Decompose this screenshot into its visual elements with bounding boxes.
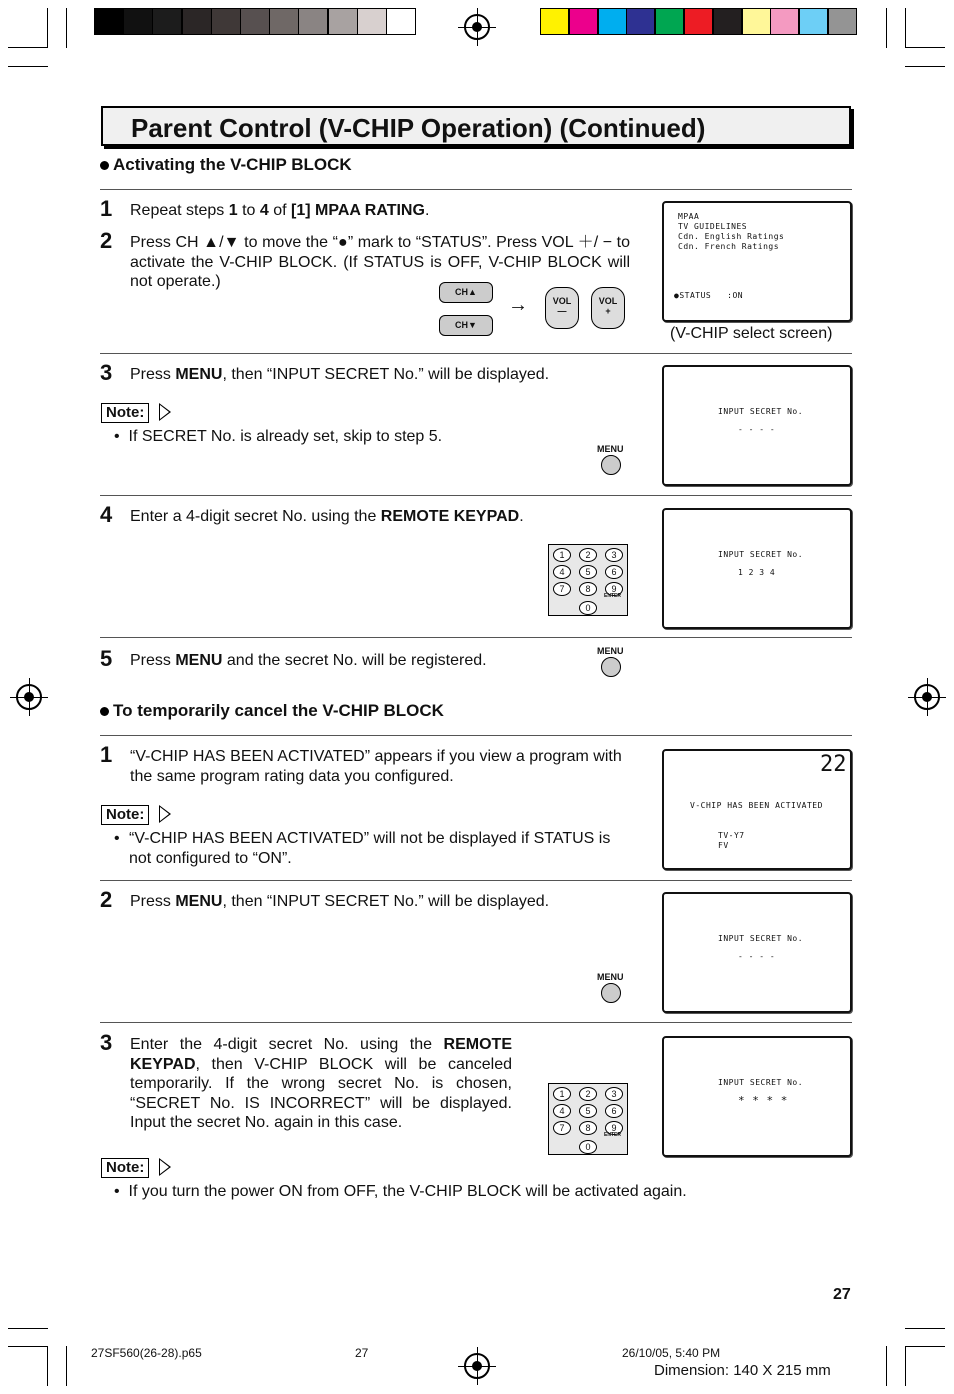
- screen-line: FV: [718, 841, 729, 850]
- crop-mark: [8, 1346, 48, 1347]
- keypad-key-2: 2: [579, 1087, 597, 1101]
- color-swatch: [684, 8, 713, 35]
- tv-screen-input-secret: [662, 365, 852, 486]
- keypad-key-4: 4: [553, 1104, 571, 1118]
- divider: [100, 495, 852, 496]
- step-3-text: Press MENU, then “INPUT SECRET No.” will be displayed.: [130, 366, 550, 383]
- footer-file: 27SF560(26-28).p65: [91, 1346, 202, 1360]
- keypad-key-0: 0: [579, 601, 597, 615]
- crop-mark: [905, 1346, 906, 1386]
- menu-label: MENU: [597, 972, 624, 982]
- gray-swatch: [211, 8, 241, 35]
- keypad-key-7: 7: [553, 582, 571, 596]
- gray-swatch: [298, 8, 328, 35]
- ch-down-button: CH▼: [439, 315, 493, 336]
- ch-up-button: CH▲: [439, 282, 493, 303]
- screen-line: INPUT SECRET No.: [718, 1078, 804, 1087]
- step-5-text: Press MENU and the secret No. will be registered.: [130, 652, 487, 669]
- screen-line: INPUT SECRET No.: [718, 934, 804, 943]
- arrow-right-icon: →: [508, 294, 528, 316]
- step-number: 5: [100, 646, 113, 671]
- bullet-icon: [100, 707, 109, 716]
- note-text: • If SECRET No. is already set, skip to step 5.: [114, 428, 443, 445]
- footer-page: 27: [355, 1346, 369, 1360]
- crop-mark: [905, 8, 906, 48]
- crop-mark: [905, 66, 945, 67]
- crop-mark: [47, 8, 48, 48]
- keypad-key-1: 1: [553, 1087, 571, 1101]
- keypad-key-4: 4: [553, 565, 571, 579]
- page-title: Parent Control (V-CHIP Operation) (Continued): [131, 113, 706, 143]
- keypad-key-9: 9: [605, 582, 623, 596]
- color-swatch: [569, 8, 598, 35]
- cancel-step-1-text: “V-CHIP HAS BEEN ACTIVATED” appears if you view a program with the same program rating data you configured.: [130, 748, 622, 785]
- cancel-step-3-text: Enter the 4-digit secret No. using the REMOTE KEYPAD, then V-CHIP BLOCK will be canceled temporarily. If the wrong secret No. is chosen, “SECRET No. IS INCORRECT” will be displayed. Input the secret No. again in this case.: [130, 1036, 512, 1131]
- keypad-key-1: 1: [553, 548, 571, 562]
- step-number: 2: [100, 887, 113, 912]
- crop-mark: [886, 8, 887, 48]
- keypad-key-5: 5: [579, 1104, 597, 1118]
- screen-line: TV-Y7: [718, 831, 745, 840]
- crop-mark: [66, 8, 67, 48]
- menu-label: MENU: [597, 444, 624, 454]
- color-swatch: [540, 8, 569, 35]
- crop-mark: [905, 1346, 945, 1347]
- color-swatch: [799, 8, 828, 35]
- gray-swatch: [152, 8, 182, 35]
- step-4-text: Enter a 4-digit secret No. using the REMOTE KEYPAD.: [130, 508, 524, 525]
- crop-mark: [8, 66, 48, 67]
- vol-minus-button: VOL —: [545, 287, 579, 329]
- keypad-key-6: 6: [605, 565, 623, 579]
- menu-button-icon: [601, 983, 621, 1003]
- screen-line: INPUT SECRET No.: [718, 550, 804, 559]
- keypad-key-8: 8: [579, 582, 597, 596]
- color-swatch: [655, 8, 684, 35]
- channel-number: 22: [820, 752, 847, 777]
- keypad-key-3: 3: [605, 548, 623, 562]
- page-number: 27: [833, 1286, 851, 1303]
- note-label: Note:: [101, 805, 149, 825]
- menu-button-icon: [601, 455, 621, 475]
- color-swatch: [713, 8, 742, 35]
- tv-screen-vchip-activated: [662, 749, 852, 870]
- screen-line: INPUT SECRET No.: [718, 407, 804, 416]
- crop-mark: [8, 1328, 48, 1329]
- step-1-text: Repeat steps 1 to 4 of [1] MPAA RATING.: [130, 202, 430, 219]
- tv-screen-input-secret-entered: [662, 508, 852, 629]
- gray-swatch: [386, 8, 416, 35]
- footer-date: 26/10/05, 5:40 PM: [622, 1346, 721, 1360]
- note-arrow-icon: [159, 403, 171, 421]
- keypad-key-7: 7: [553, 1121, 571, 1135]
- divider: [100, 1022, 852, 1023]
- crop-mark: [905, 47, 945, 48]
- registration-mark-icon: [16, 684, 42, 710]
- menu-label: MENU: [597, 646, 624, 656]
- screen-line: V-CHIP HAS BEEN ACTIVATED: [690, 801, 823, 810]
- step-number: 2: [100, 228, 113, 253]
- gray-swatch: [357, 8, 387, 35]
- gray-swatch: [328, 8, 358, 35]
- keypad-key-5: 5: [579, 565, 597, 579]
- step-2-text: Press CH ▲/▼ to move the “●” mark to “STATUS”. Press VOL ＋/ − to activate the V-CHIP BLOCK. (If STATUS is OFF, V-CHIP BLOCK will not operate.): [130, 234, 630, 290]
- screen-line: 1 2 3 4: [738, 568, 776, 577]
- keypad-key-2: 2: [579, 548, 597, 562]
- step-number: 3: [100, 1030, 113, 1055]
- step-number: 4: [100, 502, 113, 527]
- note-arrow-icon: [159, 1158, 171, 1176]
- registration-mark-icon: [464, 14, 490, 40]
- note-arrow-icon: [159, 805, 171, 823]
- screen-line: * * * *: [738, 1094, 788, 1107]
- keypad-key-6: 6: [605, 1104, 623, 1118]
- note-text: • “V-CHIP HAS BEEN ACTIVATED” will not be displayed if STATUS is not configured to “ON”.: [114, 830, 611, 867]
- registration-mark-icon: [464, 1353, 490, 1379]
- remote-keypad-icon: [548, 544, 628, 616]
- divider: [100, 880, 852, 881]
- page-title-box: [101, 106, 851, 146]
- crop-mark: [66, 1346, 67, 1386]
- gray-swatch: [182, 8, 212, 35]
- gray-swatch: [94, 8, 124, 35]
- color-swatch: [626, 8, 655, 35]
- vol-plus-button: VOL +: [591, 287, 625, 329]
- divider: [100, 637, 852, 638]
- section-heading-activate: Activating the V-CHIP BLOCK: [100, 155, 352, 175]
- divider: [100, 189, 852, 190]
- note-label: Note:: [101, 403, 149, 423]
- gray-swatch: [269, 8, 299, 35]
- crop-mark: [905, 1328, 945, 1329]
- crop-mark: [886, 1346, 887, 1386]
- screen-line: - - - -: [738, 952, 776, 961]
- footer-dimension: Dimension: 140 X 215 mm: [654, 1362, 831, 1379]
- keypad-key-3: 3: [605, 1087, 623, 1101]
- step-number: 1: [100, 742, 113, 767]
- gray-swatch: [240, 8, 270, 35]
- tv-screen-input-secret-masked: [662, 1036, 852, 1157]
- cancel-step-2-text: Press MENU, then “INPUT SECRET No.” will be displayed.: [130, 893, 550, 910]
- screen-menu-list: MPAA TV GUIDELINES Cdn. English Ratings Cdn. French Ratings: [678, 212, 785, 251]
- divider: [100, 353, 852, 354]
- registration-mark-icon: [914, 684, 940, 710]
- tv-screen-vchip-select: [662, 201, 852, 322]
- divider: [100, 735, 852, 736]
- color-swatch: [770, 8, 799, 35]
- step-number: 1: [100, 196, 113, 221]
- keypad-enter-label: ENTER: [604, 1132, 621, 1138]
- remote-keypad-icon: [548, 1083, 628, 1155]
- note-label: Note:: [101, 1158, 149, 1178]
- keypad-key-0: 0: [579, 1140, 597, 1154]
- keypad-key-8: 8: [579, 1121, 597, 1135]
- color-swatch: [828, 8, 857, 35]
- keypad-key-9: 9: [605, 1121, 623, 1135]
- note-text: • If you turn the power ON from OFF, the V-CHIP BLOCK will be activated again.: [114, 1183, 687, 1200]
- step-number: 3: [100, 360, 113, 385]
- bullet-icon: [100, 161, 109, 170]
- menu-button-icon: [601, 657, 621, 677]
- color-swatch: [598, 8, 627, 35]
- crop-mark: [47, 1346, 48, 1386]
- screen-caption: (V-CHIP select screen): [670, 325, 833, 342]
- gray-swatch: [123, 8, 153, 35]
- tv-screen-input-secret: [662, 892, 852, 1013]
- crop-mark: [8, 47, 48, 48]
- screen-line: - - - -: [738, 425, 776, 434]
- screen-status-line: ●STATUS :ON: [674, 291, 744, 300]
- color-swatch: [742, 8, 771, 35]
- section-heading-cancel: To temporarily cancel the V-CHIP BLOCK: [100, 701, 444, 721]
- keypad-enter-label: ENTER: [604, 593, 621, 599]
